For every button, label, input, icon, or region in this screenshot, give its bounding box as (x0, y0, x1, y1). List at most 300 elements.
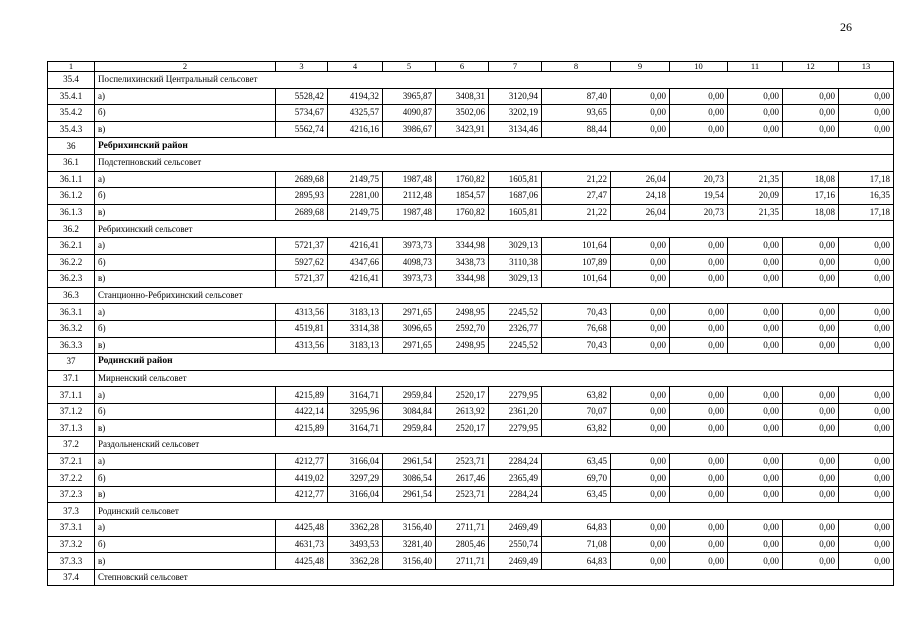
settlement-name: Степновский сельсовет (95, 569, 894, 586)
option-label: б) (95, 320, 276, 337)
value-cell: 3493,53 (328, 536, 383, 553)
value-cell: 2711,71 (436, 553, 489, 570)
option-label: а) (95, 453, 276, 470)
value-cell: 4090,87 (383, 105, 436, 122)
value-cell: 2971,65 (383, 304, 436, 321)
value-cell: 21,35 (728, 171, 783, 188)
value-cell: 3973,73 (383, 271, 436, 288)
value-cell: 18,08 (783, 204, 839, 221)
settlement-header-row (48, 287, 894, 304)
table-row (48, 536, 894, 553)
value-cell: 2498,95 (436, 337, 489, 354)
value-cell: 0,00 (670, 88, 728, 105)
value-cell: 0,00 (728, 553, 783, 570)
value-cell: 3156,40 (383, 520, 436, 537)
value-cell: 1760,82 (436, 171, 489, 188)
value-cell: 0,00 (670, 536, 728, 553)
value-cell: 4194,32 (328, 88, 383, 105)
value-cell: 2365,49 (489, 470, 542, 487)
table-row (48, 486, 894, 503)
option-label: в) (95, 204, 276, 221)
value-cell: 3423,91 (436, 121, 489, 138)
value-cell: 3281,40 (383, 536, 436, 553)
option-label: а) (95, 88, 276, 105)
table-row (48, 403, 894, 420)
value-cell: 4631,73 (276, 536, 328, 553)
value-cell: 3166,04 (328, 453, 383, 470)
settlement-name: Родинский сельсовет (95, 503, 894, 520)
value-cell: 0,00 (783, 121, 839, 138)
value-cell: 2284,24 (489, 453, 542, 470)
row-number: 36.1.1 (48, 171, 95, 188)
value-cell: 24,18 (611, 188, 670, 205)
value-cell: 0,00 (839, 453, 894, 470)
value-cell: 0,00 (783, 536, 839, 553)
settlement-name: Ребрихинский сельсовет (95, 221, 894, 238)
row-number: 37.2.3 (48, 486, 95, 503)
value-cell: 2149,75 (328, 171, 383, 188)
value-cell: 0,00 (728, 453, 783, 470)
value-cell: 2520,17 (436, 387, 489, 404)
value-cell: 0,00 (670, 453, 728, 470)
value-cell: 2959,84 (383, 387, 436, 404)
option-label: в) (95, 337, 276, 354)
value-cell: 93,65 (542, 105, 611, 122)
value-cell: 1605,81 (489, 171, 542, 188)
value-cell: 3110,38 (489, 254, 542, 271)
value-cell: 0,00 (611, 420, 670, 437)
value-cell: 2961,54 (383, 453, 436, 470)
value-cell: 101,64 (542, 237, 611, 254)
row-number: 36.1.2 (48, 188, 95, 205)
table-row (48, 320, 894, 337)
table-row (48, 121, 894, 138)
value-cell: 0,00 (670, 403, 728, 420)
column-number-cell: 3 (276, 62, 328, 72)
value-cell: 0,00 (670, 520, 728, 537)
value-cell: 0,00 (728, 254, 783, 271)
value-cell: 3502,06 (436, 105, 489, 122)
value-cell: 1605,81 (489, 204, 542, 221)
value-cell: 0,00 (839, 536, 894, 553)
row-number: 36.2.3 (48, 271, 95, 288)
value-cell: 5734,67 (276, 105, 328, 122)
settlement-header-row (48, 221, 894, 238)
value-cell: 21,22 (542, 204, 611, 221)
value-cell: 16,35 (839, 188, 894, 205)
value-cell: 0,00 (783, 337, 839, 354)
value-cell: 0,00 (611, 520, 670, 537)
value-cell: 0,00 (670, 304, 728, 321)
row-number: 36.1.3 (48, 204, 95, 221)
row-number: 37.1.1 (48, 387, 95, 404)
value-cell: 1987,48 (383, 171, 436, 188)
value-cell: 0,00 (670, 420, 728, 437)
value-cell: 3134,46 (489, 121, 542, 138)
row-number: 36.2.2 (48, 254, 95, 271)
value-cell: 26,04 (611, 204, 670, 221)
value-cell: 3029,13 (489, 237, 542, 254)
row-number: 36.2.1 (48, 237, 95, 254)
value-cell: 2805,46 (436, 536, 489, 553)
option-label: б) (95, 105, 276, 122)
value-cell: 88,44 (542, 121, 611, 138)
value-cell: 0,00 (728, 320, 783, 337)
value-cell: 0,00 (611, 254, 670, 271)
value-cell: 2523,71 (436, 453, 489, 470)
value-cell: 0,00 (839, 553, 894, 570)
option-label: а) (95, 520, 276, 537)
row-number: 35.4.1 (48, 88, 95, 105)
value-cell: 2711,71 (436, 520, 489, 537)
row-number: 36.1 (48, 154, 95, 171)
value-cell: 4098,73 (383, 254, 436, 271)
settlement-header-row (48, 437, 894, 454)
value-cell: 17,18 (839, 204, 894, 221)
value-cell: 0,00 (728, 387, 783, 404)
table-row (48, 88, 894, 105)
value-cell: 4216,16 (328, 121, 383, 138)
value-cell: 0,00 (728, 420, 783, 437)
district-header-row (48, 354, 894, 371)
value-cell: 0,00 (783, 420, 839, 437)
row-number: 37.2 (48, 437, 95, 454)
column-number-cell: 11 (728, 62, 783, 72)
value-cell: 2469,49 (489, 553, 542, 570)
value-cell: 26,04 (611, 171, 670, 188)
settlement-header-row (48, 72, 894, 89)
value-cell: 20,73 (670, 204, 728, 221)
value-cell: 5721,37 (276, 271, 328, 288)
value-cell: 0,00 (670, 337, 728, 354)
settlement-header-row (48, 569, 894, 586)
option-label: а) (95, 387, 276, 404)
value-cell: 19,54 (670, 188, 728, 205)
value-cell: 0,00 (611, 121, 670, 138)
row-number: 36 (48, 138, 95, 155)
table-row (48, 254, 894, 271)
value-cell: 0,00 (783, 304, 839, 321)
value-cell: 63,45 (542, 486, 611, 503)
value-cell: 0,00 (839, 105, 894, 122)
value-cell: 3029,13 (489, 271, 542, 288)
row-number: 36.2 (48, 221, 95, 238)
value-cell: 0,00 (839, 304, 894, 321)
column-number-cell: 8 (542, 62, 611, 72)
value-cell: 4215,89 (276, 387, 328, 404)
value-cell: 2112,48 (383, 188, 436, 205)
value-cell: 0,00 (728, 88, 783, 105)
row-number: 37 (48, 354, 95, 371)
settlement-header-row (48, 370, 894, 387)
value-cell: 4216,41 (328, 271, 383, 288)
column-number-header (48, 62, 894, 72)
option-label: а) (95, 237, 276, 254)
value-cell: 3164,71 (328, 420, 383, 437)
value-cell: 5528,42 (276, 88, 328, 105)
option-label: в) (95, 486, 276, 503)
value-cell: 64,83 (542, 553, 611, 570)
option-label: б) (95, 188, 276, 205)
table-row (48, 204, 894, 221)
value-cell: 3183,13 (328, 337, 383, 354)
value-cell: 27,47 (542, 188, 611, 205)
value-cell: 3297,29 (328, 470, 383, 487)
table-row (48, 553, 894, 570)
value-cell: 0,00 (783, 470, 839, 487)
row-number: 37.3.3 (48, 553, 95, 570)
value-cell: 3295,96 (328, 403, 383, 420)
value-cell: 0,00 (839, 520, 894, 537)
value-cell: 63,82 (542, 387, 611, 404)
row-number: 36.3.2 (48, 320, 95, 337)
value-cell: 1760,82 (436, 204, 489, 221)
value-cell: 0,00 (839, 237, 894, 254)
value-cell: 2613,92 (436, 403, 489, 420)
row-number: 35.4.3 (48, 121, 95, 138)
value-cell: 0,00 (611, 553, 670, 570)
value-cell: 87,40 (542, 88, 611, 105)
column-number-cell: 5 (383, 62, 436, 72)
row-number: 36.3.3 (48, 337, 95, 354)
value-cell: 21,35 (728, 204, 783, 221)
value-cell: 0,00 (839, 387, 894, 404)
value-cell: 1987,48 (383, 204, 436, 221)
table-row (48, 171, 894, 188)
value-cell: 0,00 (728, 337, 783, 354)
value-cell: 0,00 (728, 403, 783, 420)
value-cell: 0,00 (670, 121, 728, 138)
value-cell: 0,00 (670, 470, 728, 487)
value-cell: 2550,74 (489, 536, 542, 553)
value-cell: 3086,54 (383, 470, 436, 487)
value-cell: 2592,70 (436, 320, 489, 337)
row-number: 37.1.2 (48, 403, 95, 420)
value-cell: 0,00 (839, 486, 894, 503)
value-cell: 0,00 (783, 320, 839, 337)
value-cell: 0,00 (783, 553, 839, 570)
value-cell: 0,00 (611, 88, 670, 105)
value-cell: 0,00 (611, 320, 670, 337)
value-cell: 0,00 (839, 271, 894, 288)
value-cell: 101,64 (542, 271, 611, 288)
value-cell: 2959,84 (383, 420, 436, 437)
value-cell: 3183,13 (328, 304, 383, 321)
value-cell: 0,00 (839, 88, 894, 105)
value-cell: 4215,89 (276, 420, 328, 437)
value-cell: 0,00 (783, 387, 839, 404)
value-cell: 2971,65 (383, 337, 436, 354)
value-cell: 3362,28 (328, 553, 383, 570)
value-cell: 3344,98 (436, 237, 489, 254)
value-cell: 0,00 (728, 237, 783, 254)
value-cell: 76,68 (542, 320, 611, 337)
value-cell: 2520,17 (436, 420, 489, 437)
value-cell: 4325,57 (328, 105, 383, 122)
value-cell: 0,00 (611, 237, 670, 254)
value-cell: 0,00 (670, 486, 728, 503)
row-number: 37.3.2 (48, 536, 95, 553)
column-number-cell: 6 (436, 62, 489, 72)
value-cell: 5927,62 (276, 254, 328, 271)
value-cell: 0,00 (670, 254, 728, 271)
column-number-cell: 7 (489, 62, 542, 72)
value-cell: 63,45 (542, 453, 611, 470)
value-cell: 2326,77 (489, 320, 542, 337)
table-row (48, 420, 894, 437)
value-cell: 64,83 (542, 520, 611, 537)
value-cell: 20,09 (728, 188, 783, 205)
value-cell: 2617,46 (436, 470, 489, 487)
settlement-header-row (48, 154, 894, 171)
tariff-table (47, 61, 894, 586)
value-cell: 4419,02 (276, 470, 328, 487)
value-cell: 2895,93 (276, 188, 328, 205)
option-label: в) (95, 553, 276, 570)
table-row (48, 337, 894, 354)
table-body (48, 62, 894, 586)
column-number-cell: 2 (95, 62, 276, 72)
value-cell: 0,00 (611, 470, 670, 487)
value-cell: 1854,57 (436, 188, 489, 205)
column-number-cell: 12 (783, 62, 839, 72)
value-cell: 0,00 (670, 105, 728, 122)
table-row (48, 520, 894, 537)
value-cell: 0,00 (783, 254, 839, 271)
table-row (48, 304, 894, 321)
value-cell: 0,00 (728, 105, 783, 122)
value-cell: 0,00 (783, 486, 839, 503)
value-cell: 0,00 (783, 403, 839, 420)
settlement-name: Станционно-Ребрихинский сельсовет (95, 287, 894, 304)
settlement-name: Поспелихинский Центральный сельсовет (95, 72, 894, 89)
value-cell: 3408,31 (436, 88, 489, 105)
option-label: б) (95, 403, 276, 420)
value-cell: 0,00 (783, 105, 839, 122)
value-cell: 0,00 (839, 121, 894, 138)
value-cell: 0,00 (670, 553, 728, 570)
value-cell: 0,00 (728, 470, 783, 487)
row-number: 37.1.3 (48, 420, 95, 437)
row-number: 37.3.1 (48, 520, 95, 537)
row-number: 37.2.1 (48, 453, 95, 470)
option-label: б) (95, 254, 276, 271)
settlement-name: Раздольненский сельсовет (95, 437, 894, 454)
settlement-name: Мирненский сельсовет (95, 370, 894, 387)
table-row (48, 387, 894, 404)
value-cell: 0,00 (783, 237, 839, 254)
column-number-cell: 1 (48, 62, 95, 72)
value-cell: 0,00 (839, 320, 894, 337)
value-cell: 4216,41 (328, 237, 383, 254)
value-cell: 4425,48 (276, 520, 328, 537)
value-cell: 2961,54 (383, 486, 436, 503)
value-cell: 4313,56 (276, 304, 328, 321)
value-cell: 17,16 (783, 188, 839, 205)
row-number: 35.4.2 (48, 105, 95, 122)
value-cell: 5562,74 (276, 121, 328, 138)
value-cell: 2689,68 (276, 171, 328, 188)
table-row (48, 271, 894, 288)
value-cell: 5721,37 (276, 237, 328, 254)
value-cell: 2279,95 (489, 420, 542, 437)
value-cell: 3084,84 (383, 403, 436, 420)
value-cell: 3096,65 (383, 320, 436, 337)
settlement-name: Подстепновский сельсовет (95, 154, 894, 171)
value-cell: 0,00 (728, 304, 783, 321)
value-cell: 0,00 (839, 254, 894, 271)
value-cell: 0,00 (611, 387, 670, 404)
value-cell: 0,00 (611, 304, 670, 321)
value-cell: 4422,14 (276, 403, 328, 420)
value-cell: 70,43 (542, 337, 611, 354)
value-cell: 3986,67 (383, 121, 436, 138)
value-cell: 0,00 (783, 88, 839, 105)
value-cell: 3314,38 (328, 320, 383, 337)
value-cell: 2279,95 (489, 387, 542, 404)
table-row (48, 188, 894, 205)
value-cell: 2689,68 (276, 204, 328, 221)
row-number: 37.3 (48, 503, 95, 520)
value-cell: 3344,98 (436, 271, 489, 288)
page-number: 26 (840, 20, 852, 34)
district-name: Ребрихинский район (95, 138, 894, 155)
value-cell: 3202,19 (489, 105, 542, 122)
value-cell: 0,00 (611, 271, 670, 288)
value-cell: 3438,73 (436, 254, 489, 271)
value-cell: 4519,81 (276, 320, 328, 337)
value-cell: 0,00 (728, 121, 783, 138)
value-cell: 4313,56 (276, 337, 328, 354)
value-cell: 0,00 (611, 536, 670, 553)
value-cell: 0,00 (670, 320, 728, 337)
district-header-row (48, 138, 894, 155)
value-cell: 20,73 (670, 171, 728, 188)
option-label: в) (95, 420, 276, 437)
value-cell: 0,00 (783, 520, 839, 537)
value-cell: 69,70 (542, 470, 611, 487)
value-cell: 2523,71 (436, 486, 489, 503)
value-cell: 4347,66 (328, 254, 383, 271)
value-cell: 0,00 (611, 337, 670, 354)
value-cell: 3120,94 (489, 88, 542, 105)
value-cell: 0,00 (839, 337, 894, 354)
table-row (48, 105, 894, 122)
option-label: а) (95, 304, 276, 321)
row-number: 37.4 (48, 569, 95, 586)
column-number-cell: 13 (839, 62, 894, 72)
value-cell: 0,00 (839, 470, 894, 487)
value-cell: 0,00 (611, 453, 670, 470)
value-cell: 2284,24 (489, 486, 542, 503)
value-cell: 3156,40 (383, 553, 436, 570)
row-number: 35.4 (48, 72, 95, 89)
district-name: Родинский район (95, 354, 894, 371)
value-cell: 3362,28 (328, 520, 383, 537)
value-cell: 107,89 (542, 254, 611, 271)
column-number-cell: 10 (670, 62, 728, 72)
value-cell: 3166,04 (328, 486, 383, 503)
value-cell: 17,18 (839, 171, 894, 188)
row-number: 37.1 (48, 370, 95, 387)
value-cell: 0,00 (728, 486, 783, 503)
value-cell: 0,00 (611, 486, 670, 503)
value-cell: 2469,49 (489, 520, 542, 537)
option-label: в) (95, 121, 276, 138)
value-cell: 4425,48 (276, 553, 328, 570)
value-cell: 2149,75 (328, 204, 383, 221)
table-row (48, 453, 894, 470)
